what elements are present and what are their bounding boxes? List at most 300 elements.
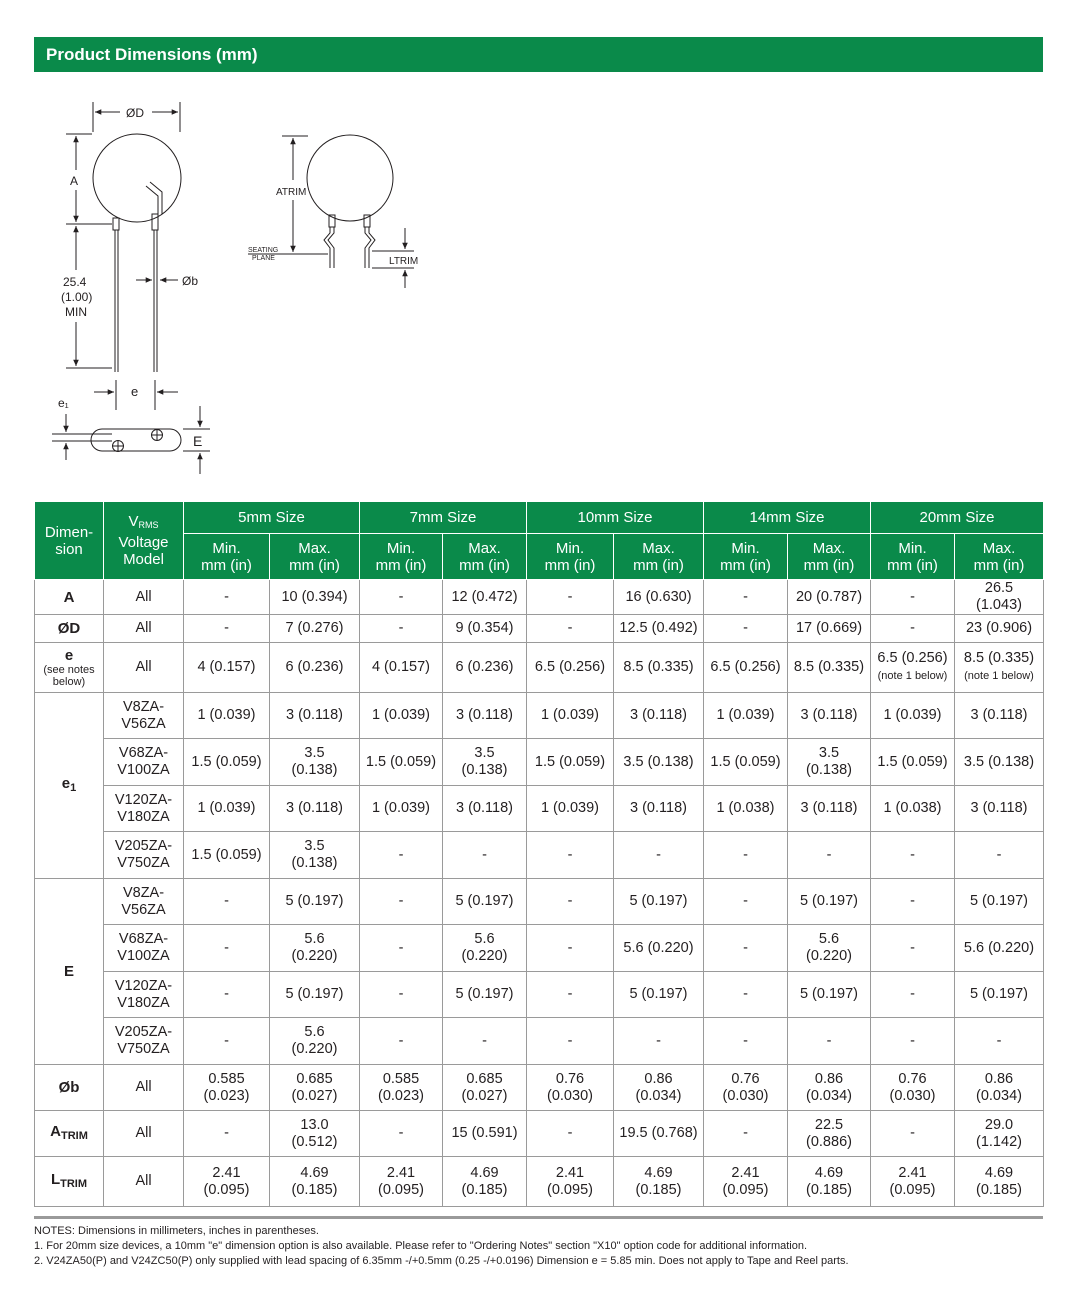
value-cell <box>360 615 443 643</box>
minmax-label: Max. <box>642 539 675 557</box>
cell-line: 29.0 <box>984 1116 1014 1133</box>
cell-line: V8ZA- <box>122 884 165 901</box>
value-cell <box>871 1018 955 1065</box>
value-cell <box>443 580 527 615</box>
cell-line: 5.6 <box>474 931 495 947</box>
value-cell <box>270 1018 360 1065</box>
value-cell <box>527 739 614 786</box>
model-cell <box>104 693 184 739</box>
cell-line: V68ZA- <box>118 745 169 761</box>
cell-line: 13.0 <box>300 1116 329 1133</box>
value-cell <box>788 615 871 643</box>
cell-line: (1.043) <box>976 597 1022 613</box>
unit-label: mm (in) <box>375 556 427 574</box>
cell-line: (0.027) <box>291 1087 338 1104</box>
size-header: 7mm Size <box>360 502 527 534</box>
value-cell <box>704 580 788 615</box>
cell-line: 3 (0.118) <box>800 800 858 816</box>
table-row-E <box>35 925 1044 972</box>
model-cell <box>104 879 184 925</box>
cell-line: V180ZA <box>117 808 170 825</box>
cell-line: - <box>224 1125 229 1141</box>
cell-line: 1 (0.038) <box>716 800 775 816</box>
cell-line: All <box>135 659 152 675</box>
cell-line: All <box>135 588 152 605</box>
cell-line: (0.185) <box>806 1181 852 1198</box>
value-cell <box>360 693 443 739</box>
value-cell <box>614 1111 704 1157</box>
cell-line: - <box>398 986 404 1002</box>
cell-line: 6 (0.236) <box>455 659 514 675</box>
model-cell <box>104 739 184 786</box>
dimension-label-e1 <box>35 693 104 879</box>
table-bottom-rule <box>34 1216 1043 1219</box>
cell-line: 5 (0.197) <box>629 986 688 1002</box>
cell-line: 7 (0.276) <box>285 620 344 636</box>
cell-line: V120ZA- <box>114 791 173 808</box>
minmax-label: Min. <box>555 539 585 557</box>
cell-line: 17 (0.669) <box>795 620 863 636</box>
value-cell <box>443 643 527 693</box>
cell-line: - <box>224 588 229 605</box>
value-cell <box>955 739 1044 786</box>
header-row-minmax <box>35 534 1044 580</box>
cell-line: 5 (0.197) <box>455 893 514 909</box>
cell-line: (0.095) <box>547 1181 593 1198</box>
size-header: 14mm Size <box>704 502 871 534</box>
model-cell <box>104 925 184 972</box>
value-cell <box>788 739 871 786</box>
label-b: Øb <box>182 274 199 288</box>
label-seating-2: PLANE <box>252 255 275 262</box>
value-cell <box>955 615 1044 643</box>
cell-line: 6.5 (0.256) <box>534 659 606 675</box>
value-cell <box>527 972 614 1018</box>
value-cell <box>614 643 704 693</box>
value-cell <box>360 1065 443 1111</box>
cell-line: All <box>135 1079 152 1095</box>
side-view-disc-outline <box>307 135 393 221</box>
minmax-label: Min. <box>212 539 241 557</box>
cell-line: - <box>910 939 915 956</box>
value-cell <box>270 879 360 925</box>
cell-line: 0.76 <box>898 1070 927 1087</box>
dimension-symbol: e <box>64 646 74 664</box>
value-cell <box>955 643 1044 693</box>
value-cell <box>871 693 955 739</box>
table-row-e1 <box>35 832 1044 879</box>
cell-line: - <box>743 1125 748 1141</box>
dimension-symbol: A <box>63 588 75 606</box>
value-cell <box>955 1111 1044 1157</box>
value-cell <box>788 832 871 879</box>
value-cell <box>527 580 614 615</box>
value-cell <box>955 1157 1044 1207</box>
value-cell <box>955 879 1044 925</box>
cell-line: - <box>910 1032 915 1049</box>
label-e1: e₁ <box>58 396 69 410</box>
cell-line: 3 (0.118) <box>630 800 687 816</box>
value-cell <box>704 832 788 879</box>
cell-line: - <box>910 620 915 636</box>
value-cell <box>527 1111 614 1157</box>
dimension-label-ltrim <box>35 1157 104 1207</box>
value-cell <box>360 1111 443 1157</box>
cell-line: 1.5 (0.059) <box>534 753 606 770</box>
cell-line: 5 (0.197) <box>455 986 514 1002</box>
dimension-header-line1: Dimen- <box>44 523 94 541</box>
value-cell <box>270 580 360 615</box>
notes <box>34 1224 1043 1269</box>
cell-line: (0.185) <box>291 1181 338 1198</box>
cell-line: (0.027) <box>461 1087 508 1104</box>
cell-line: 8.5 (0.335) <box>623 659 694 675</box>
value-cell <box>360 1157 443 1207</box>
cell-line: - <box>826 1032 832 1049</box>
cell-line: - <box>567 588 573 605</box>
cell-line: V56ZA <box>121 901 166 918</box>
value-cell <box>871 580 955 615</box>
cell-line: 3 (0.118) <box>286 707 343 723</box>
cell-line: 6 (0.236) <box>285 659 344 675</box>
cell-line: - <box>567 939 573 956</box>
cell-line: - <box>224 1032 229 1049</box>
cell-line: (0.034) <box>635 1087 682 1104</box>
model-cell <box>104 1065 184 1111</box>
min-header <box>360 534 443 580</box>
cell-line: - <box>910 588 915 605</box>
cell-line: - <box>656 1032 661 1049</box>
cell-line: 1.5 (0.059) <box>191 753 262 770</box>
cell-line: 1.5 (0.059) <box>191 846 262 863</box>
dimension-symbol: L <box>50 1170 61 1188</box>
model-label: Model <box>123 551 164 568</box>
min-header <box>184 534 270 580</box>
cell-line: - <box>398 588 404 605</box>
cell-line: - <box>398 939 404 956</box>
value-cell <box>443 1018 527 1065</box>
cell-line: - <box>567 846 573 863</box>
value-cell <box>955 1065 1044 1111</box>
value-cell <box>270 786 360 832</box>
label-A: A <box>70 174 79 188</box>
cell-line: 3.5 <box>304 745 325 761</box>
unit-label: mm (in) <box>289 556 340 574</box>
cell-line: 5 (0.197) <box>799 986 859 1002</box>
lead-stub-left <box>113 218 119 230</box>
value-cell <box>955 786 1044 832</box>
table-row-b <box>35 1065 1044 1111</box>
cell-line: 1 (0.039) <box>197 800 256 816</box>
cell-line: 19.5 (0.768) <box>619 1125 698 1141</box>
value-cell <box>704 1111 788 1157</box>
cell-line: 8.5 (0.335) <box>793 659 865 675</box>
value-cell <box>270 1157 360 1207</box>
dimension-symbol: ØD <box>57 620 81 637</box>
value-cell <box>614 693 704 739</box>
max-header <box>270 534 360 580</box>
value-cell <box>704 739 788 786</box>
cell-line: 3 (0.118) <box>286 800 343 816</box>
cell-line: - <box>567 893 573 909</box>
value-cell <box>871 1111 955 1157</box>
value-cell <box>527 1157 614 1207</box>
header-row-sizes <box>35 502 1044 534</box>
dimension-subscript: TRIM <box>60 1129 88 1142</box>
min-header <box>871 534 955 580</box>
value-cell <box>360 580 443 615</box>
value-cell <box>360 643 443 693</box>
cell-line: 3.5 <box>474 745 495 761</box>
cell-line: 0.86 <box>814 1070 844 1087</box>
cell-line: 4.69 <box>470 1164 499 1181</box>
cell-line: 12 (0.472) <box>451 588 518 605</box>
table-row-ltrim <box>35 1157 1044 1207</box>
cell-line: V120ZA- <box>114 977 173 994</box>
value-cell <box>184 925 270 972</box>
value-cell <box>871 972 955 1018</box>
model-cell <box>104 580 184 615</box>
cell-line: (0.138) <box>291 855 338 871</box>
note1-ref: (note 1 below) <box>964 670 1034 682</box>
note-2: 2. V24ZA50(P) and V24ZC50(P) only supplied with lead spacing of 6.35mm -/+0.5mm (0.25 -/+0.0196) Dimension e = 5.85 min. Does not apply to Tape and Reel parts. <box>34 1255 849 1267</box>
dimension-label-atrim <box>35 1111 104 1157</box>
cell-line: 20 (0.787) <box>795 588 863 605</box>
cell-line: 1 (0.039) <box>883 707 942 723</box>
cell-line: V56ZA <box>121 715 166 732</box>
cell-line: (0.138) <box>291 762 338 778</box>
value-cell <box>527 1065 614 1111</box>
label-lead-length-1: 25.4 <box>63 275 87 289</box>
cell-line: - <box>567 620 573 636</box>
value-cell <box>270 832 360 879</box>
value-cell <box>614 786 704 832</box>
cell-line: - <box>224 986 229 1002</box>
value-cell <box>704 1018 788 1065</box>
value-cell <box>704 1065 788 1111</box>
value-cell <box>955 832 1044 879</box>
cell-line: 0.685 <box>296 1070 333 1087</box>
unit-label: mm (in) <box>459 556 510 574</box>
value-cell <box>443 832 527 879</box>
value-cell <box>527 925 614 972</box>
model-cell <box>104 1157 184 1207</box>
cell-line: (0.095) <box>889 1181 936 1198</box>
minmax-label: Min. <box>731 539 760 557</box>
value-cell <box>527 832 614 879</box>
label-seating-1: SEATING <box>248 247 279 254</box>
cell-line: (0.220) <box>806 948 852 964</box>
cell-line: - <box>743 1032 748 1049</box>
table-row-e1 <box>35 693 1044 739</box>
cell-line: - <box>996 1032 1002 1049</box>
value-cell <box>704 925 788 972</box>
cell-line: (0.030) <box>722 1087 769 1104</box>
cell-line: - <box>398 846 404 863</box>
value-cell <box>270 1111 360 1157</box>
cell-line: 3 (0.118) <box>456 800 513 816</box>
table-row-E <box>35 972 1044 1018</box>
cell-line: 1 (0.039) <box>716 707 775 723</box>
cell-line: - <box>567 1032 573 1049</box>
note-general: NOTES: Dimensions in millimeters, inches in parentheses. <box>34 1225 319 1237</box>
voltage-label: Voltage <box>118 534 169 551</box>
cell-line: 4.69 <box>814 1164 844 1181</box>
value-cell <box>360 832 443 879</box>
value-cell <box>955 580 1044 615</box>
cell-line: 0.76 <box>731 1070 760 1087</box>
cell-line: - <box>910 986 915 1002</box>
value-cell <box>871 739 955 786</box>
cell-line: (0.185) <box>635 1181 682 1198</box>
max-header <box>955 534 1044 580</box>
cell-line: (0.095) <box>722 1181 769 1198</box>
lead-stub-right <box>152 214 158 230</box>
cell-line: (0.095) <box>203 1181 250 1198</box>
bottom-view-outline <box>91 429 181 451</box>
value-cell <box>788 1018 871 1065</box>
dimension-symbol: A <box>50 1122 61 1140</box>
label-E: E <box>193 433 203 449</box>
value-cell <box>443 1111 527 1157</box>
cell-line: - <box>398 620 404 636</box>
value-cell <box>614 1065 704 1111</box>
dimension-subscript: 1 <box>70 781 77 794</box>
cell-line: 5.6 (0.220) <box>963 939 1035 956</box>
value-cell <box>704 615 788 643</box>
cell-line: 2.41 <box>731 1164 760 1181</box>
label-lead-length-2: (1.00) <box>61 290 93 304</box>
value-cell <box>614 832 704 879</box>
value-cell <box>360 879 443 925</box>
value-cell <box>184 972 270 1018</box>
value-cell <box>443 972 527 1018</box>
value-cell <box>788 1111 871 1157</box>
cell-line: 6.5 (0.256) <box>710 659 781 675</box>
cell-line: 0.86 <box>644 1070 673 1087</box>
rms-label: RMS <box>138 520 159 530</box>
cell-line: 5 (0.197) <box>969 893 1029 909</box>
table-row-A <box>35 580 1044 615</box>
label-diameter: ØD <box>126 106 144 120</box>
value-cell <box>614 615 704 643</box>
table-row-E <box>35 879 1044 925</box>
value-cell <box>614 925 704 972</box>
section-header: Product Dimensions (mm) <box>34 37 1043 72</box>
dimension-symbol: e <box>61 774 71 792</box>
dimension-label-D <box>35 615 104 643</box>
value-cell <box>788 1065 871 1111</box>
col-dimension-header <box>35 502 104 580</box>
minmax-label: Min. <box>386 539 416 557</box>
model-cell <box>104 1018 184 1065</box>
value-cell <box>871 879 955 925</box>
dimension-drawing <box>0 0 1075 500</box>
cell-line: 2.41 <box>555 1164 585 1181</box>
value-cell <box>527 879 614 925</box>
value-cell <box>527 786 614 832</box>
label-ltrim: LTRIM <box>389 256 419 267</box>
cell-line: 5.6 <box>304 1024 325 1040</box>
value-cell <box>360 972 443 1018</box>
value-cell <box>360 739 443 786</box>
cell-line: (0.512) <box>291 1133 338 1150</box>
model-cell <box>104 972 184 1018</box>
cell-line: 0.585 <box>208 1070 245 1087</box>
cell-line: (0.034) <box>976 1087 1022 1104</box>
cell-line: 1.5 (0.059) <box>877 753 948 770</box>
value-cell <box>614 580 704 615</box>
lead-bend <box>146 186 158 214</box>
value-cell <box>614 972 704 1018</box>
cell-line: - <box>398 893 404 909</box>
cell-line: 0.86 <box>984 1070 1014 1087</box>
cell-line: All <box>135 620 152 636</box>
cell-line: 3 (0.118) <box>970 707 1028 723</box>
cell-line: V750ZA <box>117 1041 170 1057</box>
cell-line: 3 (0.118) <box>800 707 858 723</box>
value-cell <box>788 972 871 1018</box>
unit-label: mm (in) <box>887 556 938 574</box>
cell-line: - <box>743 986 748 1002</box>
value-cell <box>955 925 1044 972</box>
model-cell <box>104 786 184 832</box>
minmax-label: Max. <box>982 539 1016 557</box>
minmax-label: Min. <box>898 539 927 557</box>
cell-line: - <box>743 588 748 605</box>
value-cell <box>788 643 871 693</box>
value-cell <box>614 1157 704 1207</box>
cell-line: 22.5 <box>814 1116 844 1133</box>
cell-line: 1 (0.039) <box>197 707 256 723</box>
cell-line: 1.5 (0.059) <box>365 753 437 770</box>
model-cell <box>104 615 184 643</box>
cell-line: - <box>826 846 832 863</box>
cell-line: 16 (0.630) <box>625 588 692 605</box>
dimension-label-A <box>35 580 104 615</box>
value-cell <box>360 1018 443 1065</box>
cell-line: 0.76 <box>555 1070 585 1087</box>
value-cell <box>443 1157 527 1207</box>
minmax-label: Max. <box>298 539 331 557</box>
cell-line: 15 (0.591) <box>451 1125 518 1141</box>
value-cell <box>184 879 270 925</box>
value-cell <box>184 1157 270 1207</box>
cell-line: 4 (0.157) <box>197 659 256 675</box>
value-cell <box>527 1018 614 1065</box>
model-cell <box>104 643 184 693</box>
cell-line: - <box>743 620 748 636</box>
minmax-label: Max. <box>468 539 501 557</box>
value-cell <box>871 643 955 693</box>
cell-line: - <box>398 1125 404 1141</box>
value-cell <box>443 1065 527 1111</box>
value-cell <box>270 972 360 1018</box>
cell-line: V205ZA- <box>114 1024 173 1040</box>
value-cell <box>704 693 788 739</box>
unit-label: mm (in) <box>973 556 1025 574</box>
cell-line: 4.69 <box>300 1164 329 1181</box>
model-cell <box>104 1111 184 1157</box>
cell-line: 3.5 <box>818 745 840 761</box>
value-cell <box>871 1157 955 1207</box>
minmax-label: Max. <box>812 539 846 557</box>
v-label: V <box>128 513 139 530</box>
value-cell <box>871 832 955 879</box>
value-cell <box>704 972 788 1018</box>
cell-line: 23 (0.906) <box>965 620 1033 636</box>
value-cell <box>871 1065 955 1111</box>
